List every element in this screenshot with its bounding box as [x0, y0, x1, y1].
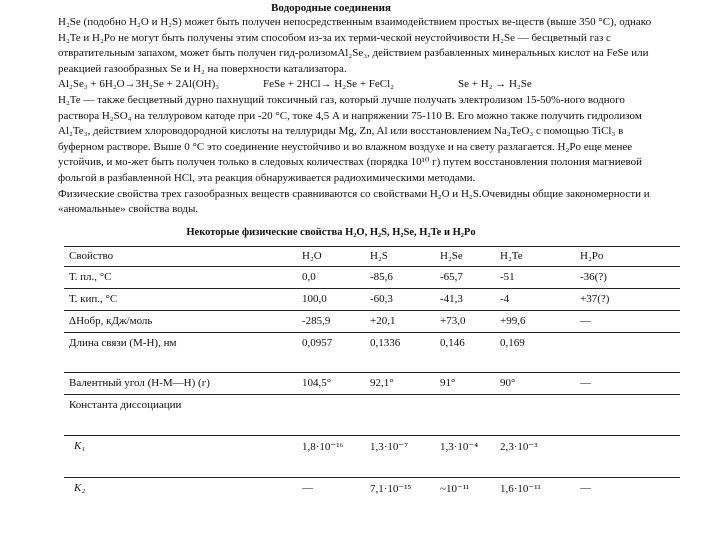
text-line: реакцией газообразных Se и H₂ на поверхности катализатора. [58, 62, 347, 75]
table-title: Некоторые физические свойства H₂O, H₂S, H₂Se, H₂Te и H₂Po [186, 227, 476, 238]
table-cell: — [580, 315, 591, 327]
table-cell: 104,5° [302, 377, 332, 389]
table-cell: K₂ [74, 482, 86, 494]
table-cell: 0,0957 [302, 337, 333, 349]
table-rule [64, 394, 680, 395]
body-text [58, 15, 688, 218]
table-cell: +20,1 [370, 315, 396, 327]
table-rule [64, 310, 680, 311]
text-line: устойчив, и мо-жет быть получен только в следовых количествах (порядка 10¹⁰ г) путем восстановления полония магниевой [58, 156, 642, 169]
page-title: Водородные соединения [271, 2, 391, 14]
table-cell: +99,6 [500, 315, 526, 327]
table-cell: H₂Te [500, 250, 523, 262]
table-cell: -65,7 [440, 271, 463, 283]
table-rule [64, 435, 680, 436]
table-cell: 91° [440, 377, 456, 389]
table-cell: K₁ [74, 440, 86, 452]
table-cell: 1,8·10⁻¹⁶ [302, 441, 344, 453]
table-cell: -4 [500, 293, 510, 305]
table-cell: -36(?) [580, 271, 607, 283]
text-line: «аномальные» свойства воды. [58, 203, 199, 216]
table-rule [64, 246, 680, 247]
table-cell: -285,9 [302, 315, 331, 327]
text-line: буферном растворе. Выше 0 °С это соединение неустойчиво и во влажном воздухе и на свету разлагается. H₂Po еще менее [58, 140, 633, 153]
table-cell: 0,1336 [370, 337, 401, 349]
table-cell: 0,0 [302, 271, 316, 283]
table-cell: Т. кип., °С [69, 293, 118, 305]
text-line: фольгой в разбавленной HCl, эта реакция обнаруживается радиохимическими методами. [58, 171, 476, 184]
table-cell: 1,3·10⁻⁴ [440, 441, 479, 453]
table-rule [64, 372, 680, 373]
table-cell: Длина связи (М-Н), нм [69, 337, 177, 349]
table-cell: H₂Po [580, 250, 604, 262]
table-cell: Свойство [69, 250, 114, 262]
table-rule [64, 266, 680, 267]
table-cell: 1,3·10⁻⁷ [370, 441, 409, 453]
table-cell: ΔHобр, кДж/моль [69, 315, 153, 327]
table-cell: H₂S [370, 250, 388, 262]
table-rule [64, 332, 680, 333]
table-cell: 2,3·10⁻³ [500, 441, 538, 453]
table-cell: +73,0 [440, 315, 466, 327]
table-cell: H₂Se [440, 250, 463, 262]
table-cell: -51 [500, 271, 515, 283]
table-cell: 0,146 [440, 337, 465, 349]
table-cell: +37(?) [580, 293, 610, 305]
table-rule [64, 477, 680, 478]
text-line: раствора H₂SO₄ на теллуровом катоде при -20 °С, токе 4,5 А и напряжении 75-110 В. Его можно также получить гидролизом [58, 109, 642, 122]
equation: FeSe + 2HCl→ H₂Se + FeCl₂ [263, 78, 395, 91]
equations-line [58, 77, 688, 93]
table-rule [64, 288, 680, 289]
text-line: H₂Te — также бесцветный дурно пахнущий токсичный газ, который лучше получать электролизом 15-50%-ного водного [58, 93, 625, 106]
table-cell: -60,3 [370, 293, 393, 305]
table-cell: 7,1·10⁻¹⁵ [370, 483, 412, 495]
table-cell: — [580, 482, 591, 494]
text-line: отвратительным запахом, может быть получен гид-ролизомAl₂Se₃, действием разбавленных минеральных кислот на FeSe или [58, 47, 649, 60]
table-cell: -85,6 [370, 271, 393, 283]
text-line: Al₂Te₃, действием хлороводородной кислоты на теллуриды Mg, Zn, Al или восстановлением Na₂TeO₃ с помощью TiCl₃ в [58, 125, 624, 138]
table-cell: — [580, 377, 591, 389]
equation: Al₂Se₃ + 6H₂O→3H₂Se + 2Al(OH)₃ [58, 78, 220, 91]
table-cell: 100,0 [302, 293, 327, 305]
table-cell: 0,169 [500, 337, 525, 349]
table-cell: Константа диссоциации [69, 399, 182, 411]
table-cell: Т. пл., °С [69, 271, 112, 283]
table-cell: 1,6·10⁻¹¹ [500, 483, 541, 495]
table-cell: ~10⁻¹¹ [440, 483, 470, 495]
table-cell: 90° [500, 377, 516, 389]
equation: Se + H₂ → H₂Se [458, 78, 532, 91]
table-cell: Валентный угол (Н-М—Н) (г) [69, 377, 210, 389]
table-cell: 92,1° [370, 377, 394, 389]
table-cell: — [302, 482, 313, 494]
text-line: Физические свойства трех газообразных веществ сравниваются со свойствами H₂O и H₂S.Очевидны общие закономерности и [58, 187, 650, 200]
text-line: H₂Te и H₂Po не могут быть получены этим способом из-за их терми-ческой неустойчивости H₂Se — бесцветный газ с [58, 31, 611, 44]
text-line: H₂Se (подобно H₂O и H₂S) может быть получен непосредственным взаимодействием простых ве-ществ (выше 350 °С), однако [58, 16, 652, 28]
table-cell: H₂O [302, 250, 322, 262]
table-cell: -41,3 [440, 293, 463, 305]
